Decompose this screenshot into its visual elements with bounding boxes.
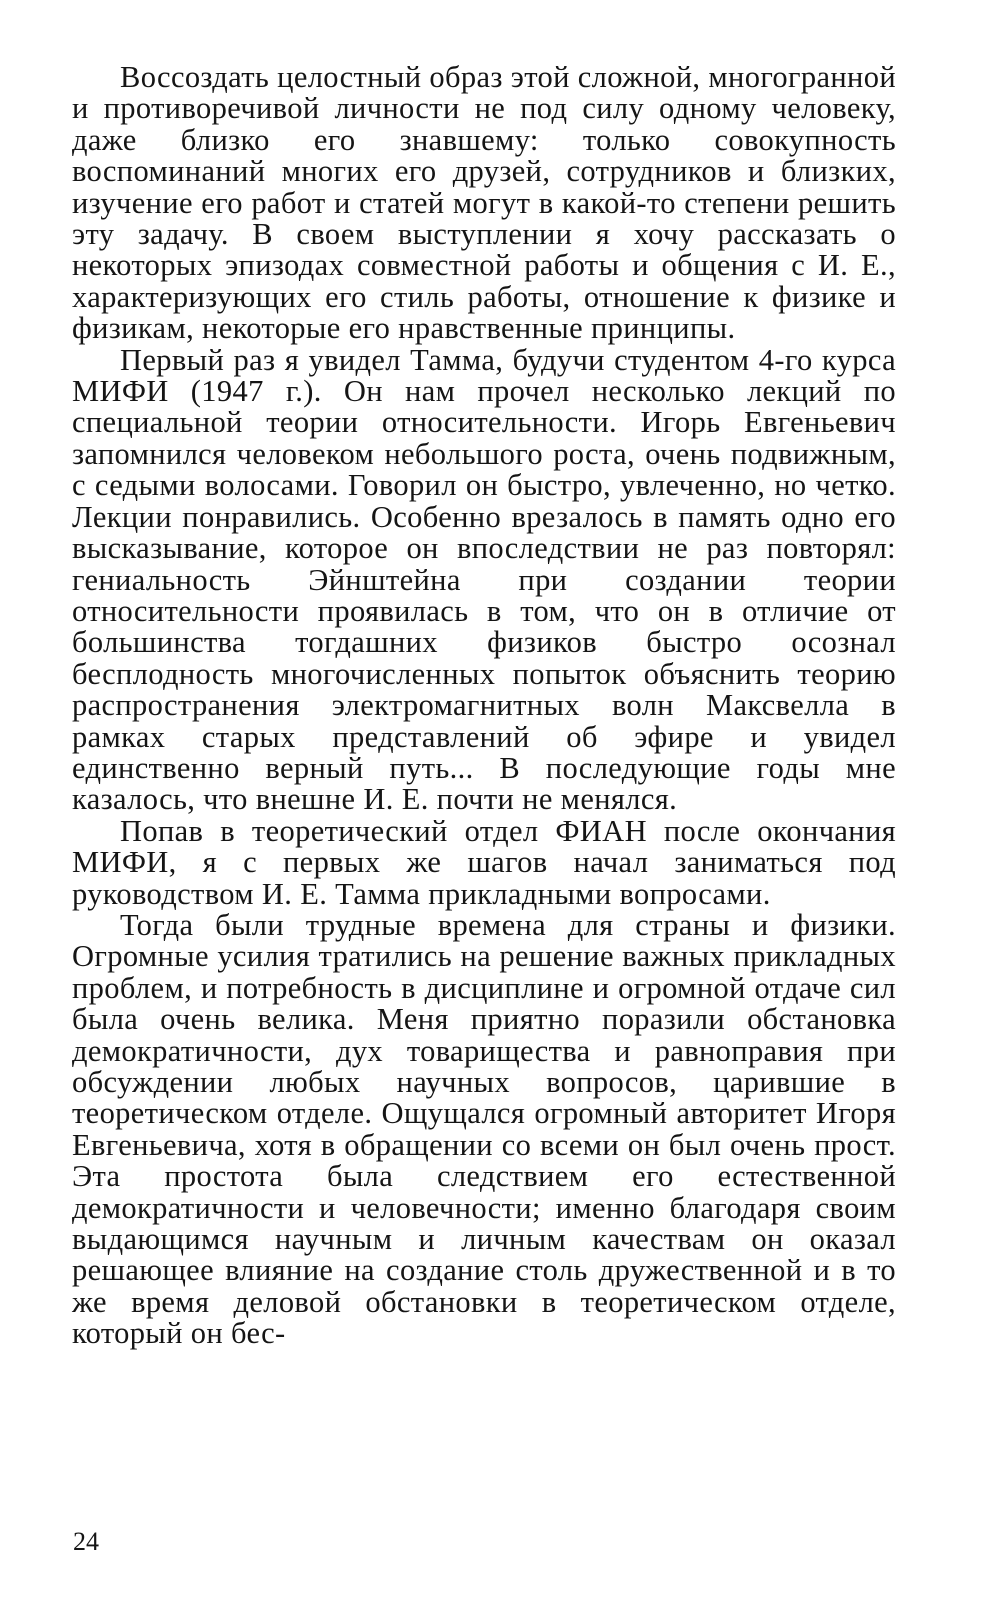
paragraph-2: Первый раз я увидел Тамма, будучи студентом 4-го курса МИФИ (1947 г.). Он нам прочел несколько лекций по специальной теории относительности. Игорь Евгеньевич запомнился человеком небольшого роста, очень подвижным, с седыми волосами. Говорил он быстро, увлеченно, но четко. Лекции понравились. Особенно врезалось в память одно его высказывание, которое он впоследствии не раз повторял: гениальность Эйнштейна при создании теории относительности проявилась в том, что он в отличие от большинства тогдашних физиков быстро осознал бесплодность многочисленных попыток объяснить теорию распространения электромагнитных волн Максвелла в рамках старых представлений об эфире и увидел единственно верный путь... В последующие годы мне казалось, что внешне И. Е. почти не менялся. [72, 342, 896, 817]
page-number: 24 [73, 1527, 99, 1556]
paragraph-3: Попав в теоретический отдел ФИАН после окончания МИФИ, я с первых же шагов начал заниматься под руководством И. Е. Тамма прикладными вопросами. [72, 813, 896, 911]
paragraph-1: Воссоздать целостный образ этой сложной, многогранной и противоречивой личности не под силу одному человеку, даже близко его знавшему: только совокупность воспоминаний многих его друзей, сотрудников и близких, изучение его работ и статей могут в какой-то степени решить эту задачу. В своем выступлении я хочу рассказать о некоторых эпизодах совместной работы и общения с И. Е., характеризующих его стиль работы, отношение к физике и физикам, некоторые его нравственные принципы. [72, 60, 896, 346]
body-text [72, 62, 896, 1350]
paragraph-4: Тогда были трудные времена для страны и физики. Огромные усилия тратились на решение важных прикладных проблем, и потребность в дисциплине и огромной отдаче сил была очень велика. Меня приятно поразили обстановка демократичности, дух товарищества и равноправия при обсуждении любых научных вопросов, царившие в теоретическом отделе. Ощущался огромный авторитет Игоря Евгеньевича, хотя в обращении со всеми он был очень прост. Эта простота была следствием его естественной демократичности и человечности; именно благодаря своим выдающимся научным и личным качествам он оказал решающее влияние на создание столь дружественной и в то же время деловой обстановки в теоретическом отделе, который он бес- [72, 907, 896, 1351]
